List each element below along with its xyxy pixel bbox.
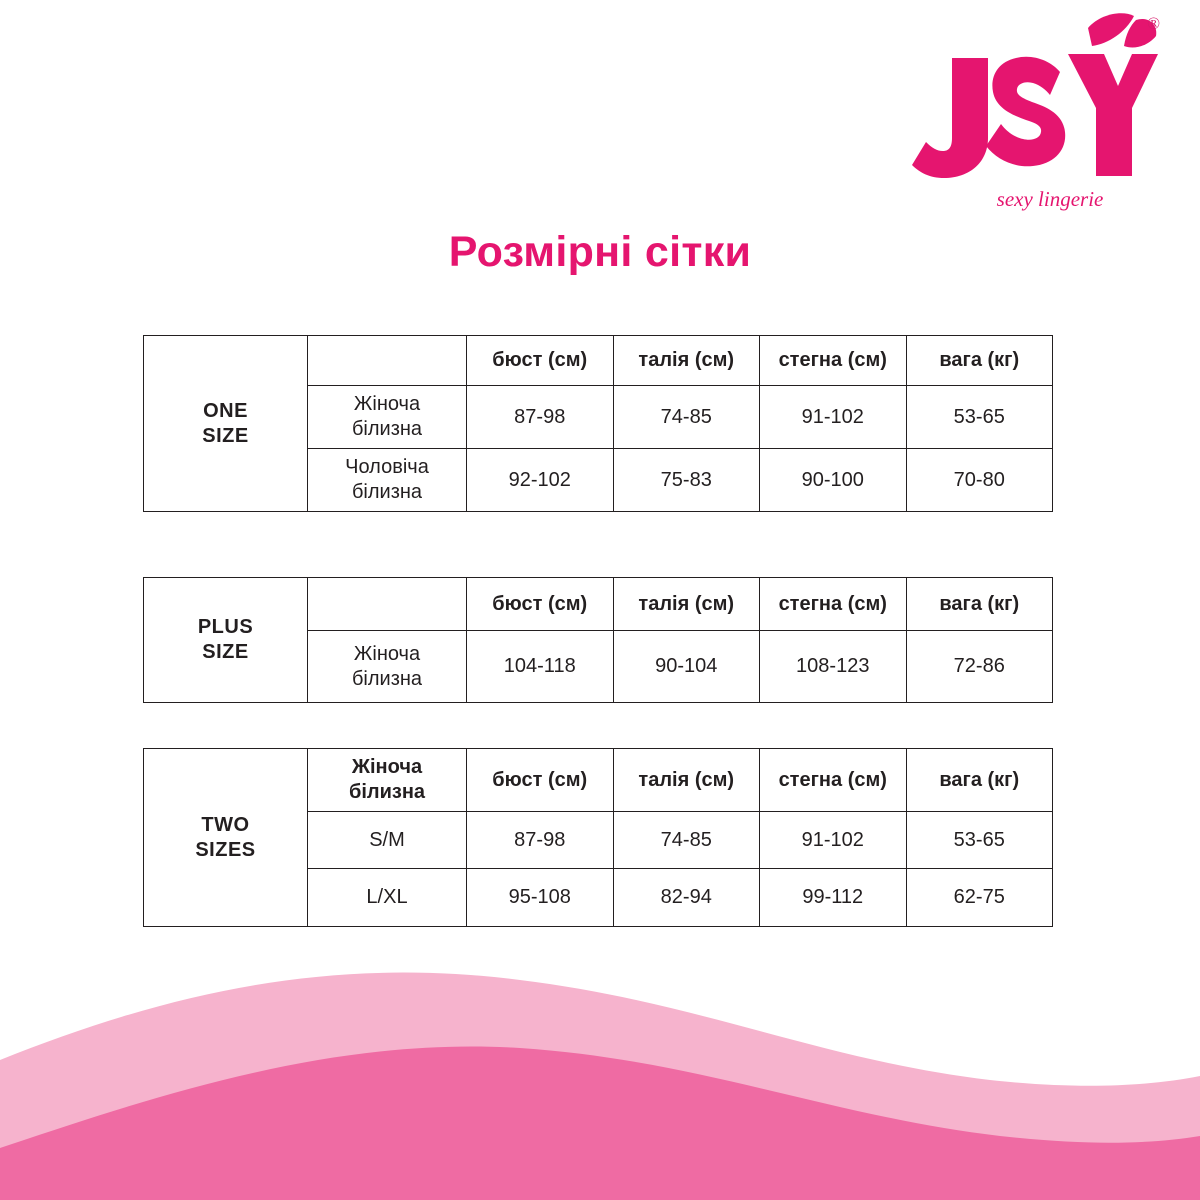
cell-bust: 87-98: [467, 812, 614, 869]
row-label-line-1: Жіноча: [353, 393, 421, 415]
row-label-line-1: Чоловіча: [345, 456, 429, 478]
row-label-womens: [308, 631, 467, 703]
label-line-1: TWO: [201, 813, 250, 836]
header-bust: бюст (см): [467, 336, 614, 386]
brand-logo: [900, 10, 1160, 220]
row-label-line-2: білизна: [351, 481, 423, 503]
cell-weight: 62-75: [906, 869, 1053, 927]
size-table-one-size: [143, 335, 1053, 512]
cell-waist: 75-83: [613, 449, 760, 512]
cell-hips: 91-102: [760, 812, 907, 869]
header-bust: бюст (см): [467, 749, 614, 812]
header-blank-cell: [308, 336, 467, 386]
header-weight: вага (кг): [906, 749, 1053, 812]
label-line-1: ONE: [203, 399, 248, 422]
cell-hips: 108-123: [760, 631, 907, 703]
row-label-mens: [308, 449, 467, 512]
brand-tagline-text: sexy lingerie: [996, 187, 1104, 211]
size-table-plus-size: [143, 577, 1053, 703]
label-line-2: SIZE: [202, 424, 249, 447]
label-line-1: PLUS: [197, 616, 254, 638]
header-hips: стегна (см): [760, 336, 907, 386]
page-title: Розмірні сітки: [448, 228, 752, 276]
header-waist: талія (см): [613, 749, 760, 812]
wave-decoration: [0, 940, 1200, 1200]
cell-weight: 70-80: [906, 449, 1053, 512]
cell-waist: 82-94: [613, 869, 760, 927]
cell-waist: 74-85: [613, 812, 760, 869]
table-row: [144, 336, 1053, 386]
header-womens-underwear: [308, 749, 467, 812]
cell-waist: 74-85: [613, 386, 760, 449]
header-hips: стегна (см): [760, 749, 907, 812]
cell-bust: 87-98: [467, 386, 614, 449]
row-label-sm: S/M: [308, 812, 467, 869]
cell-waist: 90-104: [613, 631, 760, 703]
row-label-line-2: білизна: [351, 667, 423, 690]
cell-weight: 72-86: [906, 631, 1053, 703]
row-label-line-2: білизна: [351, 418, 423, 440]
header-line-1: Жіноча: [351, 756, 423, 778]
header-weight: вага (кг): [906, 336, 1053, 386]
cell-weight: 53-65: [906, 812, 1053, 869]
size-table-two-sizes: [143, 748, 1053, 927]
label-line-2: SIZES: [195, 838, 256, 861]
cell-weight: 53-65: [906, 386, 1053, 449]
label-line-2: SIZE: [202, 641, 249, 663]
cell-hips: 91-102: [760, 386, 907, 449]
cell-bust: 92-102: [467, 449, 614, 512]
header-blank-cell: [308, 578, 467, 631]
header-weight: вага (кг): [906, 578, 1053, 631]
table-row: [144, 578, 1053, 631]
header-waist: талія (см): [613, 578, 760, 631]
header-line-2: білизна: [348, 781, 426, 803]
header-hips: стегна (см): [760, 578, 907, 631]
cell-bust: 95-108: [467, 869, 614, 927]
table-row: [144, 749, 1053, 812]
header-bust: бюст (см): [467, 578, 614, 631]
registered-mark: ®: [1147, 14, 1160, 33]
jsy-logo-icon: [900, 10, 1160, 220]
cell-hips: 90-100: [760, 449, 907, 512]
cell-bust: 104-118: [467, 631, 614, 703]
table-label-one-size: [144, 336, 308, 512]
row-label-womens: [308, 386, 467, 449]
table-label-two-sizes: [144, 749, 308, 927]
cell-hips: 99-112: [760, 869, 907, 927]
header-waist: талія (см): [613, 336, 760, 386]
row-label-line-1: Жіноча: [353, 642, 421, 665]
row-label-lxl: L/XL: [308, 869, 467, 927]
table-label-plus-size: [144, 578, 308, 703]
